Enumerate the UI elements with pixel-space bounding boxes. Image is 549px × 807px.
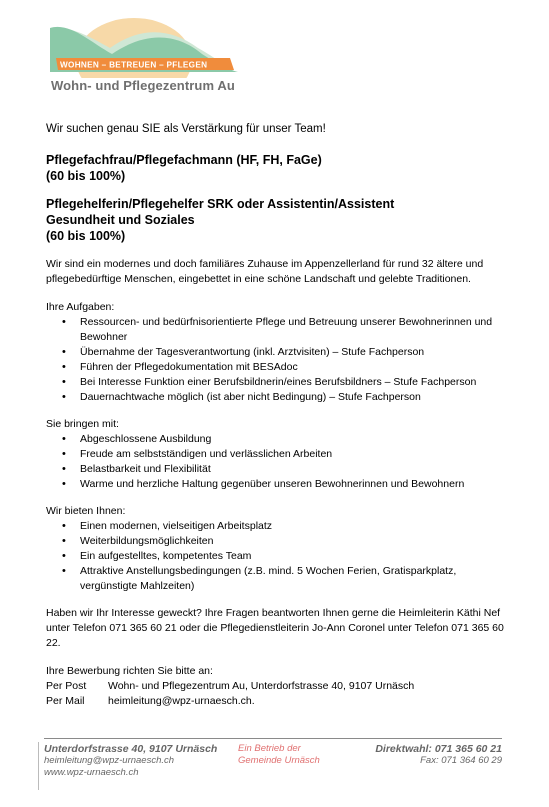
tasks-list [46, 315, 506, 405]
requirements-title: Sie bringen mit: [46, 418, 119, 430]
description-text: Wir sind ein modernes und doch familiäres Zuhause im Appenzellerland für rund 32 ältere und pflegebedürftige Menschen, eingebettet in eine schöne Landschaft und gelebte Traditionen. [46, 258, 484, 285]
footer-row-2 [44, 755, 502, 767]
post-address: Wohn- und Pflegezentrum Au, Unterdorfstrasse 40, 9107 Urnäsch [108, 680, 415, 692]
footer-address: Unterdorfstrasse 40, 9107 Urnäsch [44, 743, 218, 755]
list-item: • Weiterbildungsmöglichkeiten [46, 534, 506, 549]
mail-row [46, 694, 506, 709]
footer-fax: Fax: 071 364 60 29 [420, 755, 502, 766]
list-item: • Bei Interesse Funktion einer Berufsbildnerin/eines Berufsbildners – Stufe Fachperson [46, 375, 506, 390]
footer-row-1 [44, 743, 502, 755]
footer-direct-phone: Direktwahl: 071 365 60 21 [375, 743, 502, 755]
list-item: • Warme und herzliche Haltung gegenüber unseren Bewohnerinnen und Bewohnern [46, 477, 506, 492]
job-2-percentage: (60 bis 100%) [46, 229, 126, 243]
job-1-title: Pflegefachfrau/Pflegefachmann (HF, FH, FaGe) [46, 153, 322, 167]
footer-operator-2: Gemeinde Urnäsch [238, 755, 320, 766]
footer-email: heimleitung@wpz-urnaesch.ch [44, 755, 175, 766]
job-2-title: Pflegehelferin/Pflegehelfer SRK oder Assistentin/Assistent [46, 197, 395, 211]
list-item: • Übernahme der Tagesverantwortung (inkl. Arztvisiten) – Stufe Fachperson [46, 345, 506, 360]
job-posting-2 [46, 196, 506, 244]
job-2-title-cont: Gesundheit und Soziales [46, 213, 195, 227]
job-posting-1 [46, 152, 506, 184]
requirements-list [46, 432, 506, 492]
footer-left-rule [38, 742, 39, 790]
list-item: • Führen der Pflegedokumentation mit BESAdoc [46, 360, 506, 375]
logo-graphic [48, 14, 243, 78]
list-item: • Dauernachtwache möglich (ist aber nicht Bedingung) – Stufe Fachperson [46, 390, 506, 405]
application-title: Ihre Bewerbung richten Sie bitte an: [46, 665, 213, 677]
footer-web: www.wpz-urnaesch.ch [44, 767, 139, 778]
intro-text: Wir suchen genau SIE als Verstärkung für unser Team! [46, 123, 326, 135]
post-row [46, 679, 506, 694]
logo [48, 14, 243, 96]
footer-operator-1: Ein Betrieb der [238, 743, 301, 754]
questions-text: Haben wir Ihr Interesse geweckt? Ihre Fragen beantworten Ihnen gerne die Heimleiterin Käthi Nef unter Telefon 071 365 60 21 oder die Pflegedienstleiterin Jo-Ann Coronel unter Telefon 071 365 60 22. [46, 607, 504, 649]
logo-name: Wohn- und Pflegezentrum Au [51, 78, 235, 93]
post-label: Per Post [46, 680, 87, 692]
offers-title: Wir bieten Ihnen: [46, 505, 126, 517]
list-item: • Ressourcen- und bedürfnisorientierte Pflege und Betreuung unserer Bewohnerinnen und Bewohner [46, 315, 506, 345]
letter-body [46, 122, 506, 709]
list-item: • Abgeschlossene Ausbildung [46, 432, 506, 447]
mail-label: Per Mail [46, 695, 85, 707]
offers-list [46, 519, 506, 594]
job-1-percentage: (60 bis 100%) [46, 169, 126, 183]
footer [44, 738, 502, 779]
list-item: • Einen modernen, vielseitigen Arbeitsplatz [46, 519, 506, 534]
logo-banner-text: WOHNEN – BETREUEN – PFLEGEN [60, 60, 208, 70]
mail-address: heimleitung@wpz-urnaesch.ch. [108, 695, 255, 707]
list-item: • Ein aufgestelltes, kompetentes Team [46, 549, 506, 564]
tasks-title: Ihre Aufgaben: [46, 301, 115, 313]
list-item: • Attraktive Anstellungsbedingungen (z.B. mind. 5 Wochen Ferien, Gratisparkplatz, vergünstigte Mahlzeiten) [46, 564, 506, 594]
footer-row-3 [44, 767, 502, 779]
list-item: • Belastbarkeit und Flexibilität [46, 462, 506, 477]
list-item: • Freude am selbstständigen und verlässlichen Arbeiten [46, 447, 506, 462]
